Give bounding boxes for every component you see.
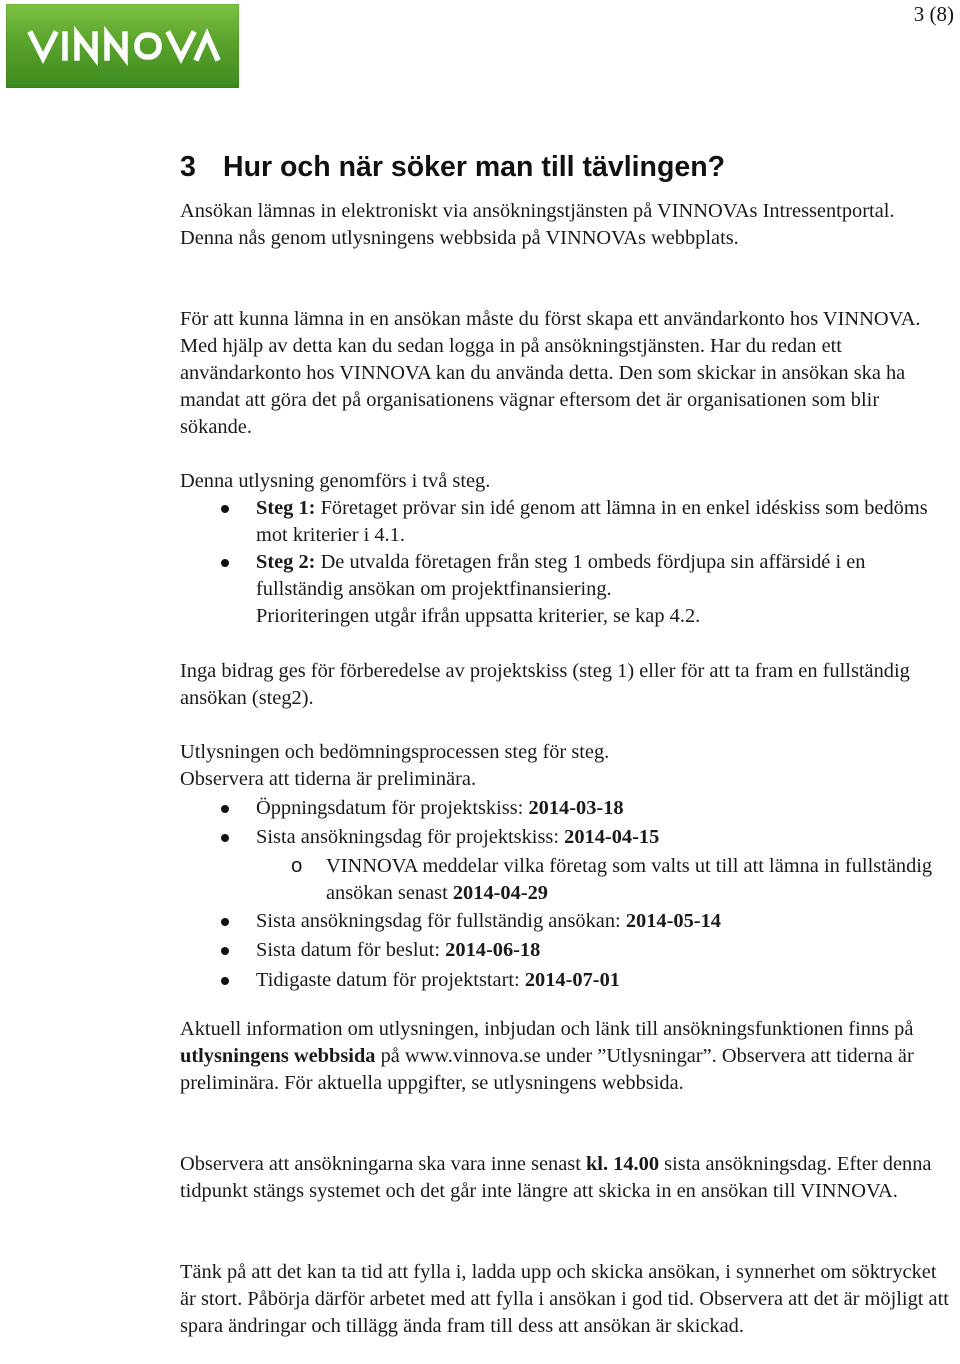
step2-extra: Prioriteringen utgår ifrån uppsatta kriterier, se kap 4.2. [256,605,701,627]
info-text-cont: på www.vinnova.se under ”Utlysningar”. Observera att tiderna är preliminära. För aktuella uppgifter, se utlysningens webbsida. [180,1045,914,1094]
steps-section [180,468,950,630]
date-value: 2014-03-18 [528,797,624,819]
deadline-time: kl. 14.00 [585,1153,660,1175]
date-label: Sista datum för beslut: [256,939,446,962]
step1-label: Steg 1: [256,497,316,519]
timeline-section [180,739,950,995]
date-label: VINNOVA meddelar vilka företag som valts ut till att lämna in fullständig ansökan senast [326,854,933,904]
list-item-date [180,936,950,965]
steps-list [180,495,950,630]
timeline-note: Observera att tiderna är preliminära. [180,768,477,790]
list-item-date [180,823,950,852]
website-link: utlysningens webbsida [180,1045,376,1067]
paragraph-account: För att kunna lämna in en ansökan måste du först skapa ett användarkonto hos VINNOVA. Med hjälp av detta kan du sedan logga in på ansökningstjänsten. Har du redan ett användarkonto hos VINNOVA kan du använda detta. Den som skickar in ansökan ska ha mandat att göra det på organisationens vägnar eftersom det är organisationen som blir sökande. [180,308,921,438]
step2-text: De utvalda företagen från steg 1 ombeds fördjupa sin affärsidé i en fullständig ansökan om projektfinansiering. [256,551,866,600]
timeline-intro: Utlysningen och bedömningsprocessen steg för steg. [180,741,610,763]
date-value: 2014-05-14 [625,909,721,932]
steps-intro: Denna utlysning genomförs i två steg. [180,470,491,492]
bullet-icon [221,805,229,813]
deadline-text-cont: sista ansökningsdag. Efter denna tidpunkt stängs systemet och det går inte längre att skicka in en ansökan till VINNOVA. [180,1153,932,1202]
deadline-text: Observera att ansökningarna ska vara inne senast [180,1153,586,1175]
vinnova-logo [6,4,239,88]
dates-list [180,794,950,995]
paragraph-no-funding: Inga bidrag ges för förberedelse av projektskiss (steg 1) eller för att ta fram en fullständig ansökan (steg2). [180,660,910,709]
date-value: 2014-06-18 [445,939,541,962]
section-number: 3 [180,151,196,183]
paragraph-deadline [180,1151,950,1205]
list-item-date [180,794,950,823]
bullet-icon [221,559,229,567]
bullet-icon [221,505,229,513]
vinnova-logo-wordmark [23,26,223,66]
bullet-icon [221,947,229,955]
date-value: 2014-07-01 [524,968,620,991]
page-number: 3 (8) [913,2,954,26]
bullet-icon [221,834,229,842]
list-item-subdate [180,853,950,907]
date-value: 2014-04-29 [452,881,549,904]
date-label: Sista ansökningsdag för projektskiss: [256,826,565,849]
bullet-icon [221,918,229,926]
paragraph-closing: Tänk på att det kan ta tid att fylla i, ladda upp och skicka ansökan, i synnerhet om söktrycket är stort. Påbörja därför arbetet med att fylla i ansökan i god tid. Observera att det är möjligt att spara ändringar och tillägg ända fram till dess att ansökan är skickad. [180,1261,949,1337]
info-text: Aktuell information om utlysningen, inbjudan och länk till ansökningsfunktionen finns på [180,1018,914,1040]
date-value: 2014-04-15 [564,826,660,849]
section-title: Hur och när söker man till tävlingen? [223,151,726,183]
list-item-date [180,966,950,995]
step1-text: Företaget prövar sin idé genom att lämna in en enkel idéskiss som bedöms mot kriterier i 4.1. [256,497,928,546]
date-label: Sista ansökningsdag för fullständig ansökan: [256,909,626,932]
circle-bullet-icon: o [291,854,303,877]
paragraph-info [180,1016,950,1097]
paragraph-submission: Ansökan lämnas in elektroniskt via ansökningstjänsten på VINNOVAs Intressentportal. Denna nås genom utlysningens webbsida på VINNOVAs webbplats. [180,200,895,249]
step2-label: Steg 2: [256,551,316,573]
date-label: Öppningsdatum för projektskiss: [256,797,529,819]
date-label: Tidigaste datum för projektstart: [256,968,525,991]
list-item-date [180,907,950,936]
list-item-step2 [180,549,950,630]
list-item-step1 [180,495,950,549]
bullet-icon [221,977,229,985]
section-heading [180,150,725,184]
